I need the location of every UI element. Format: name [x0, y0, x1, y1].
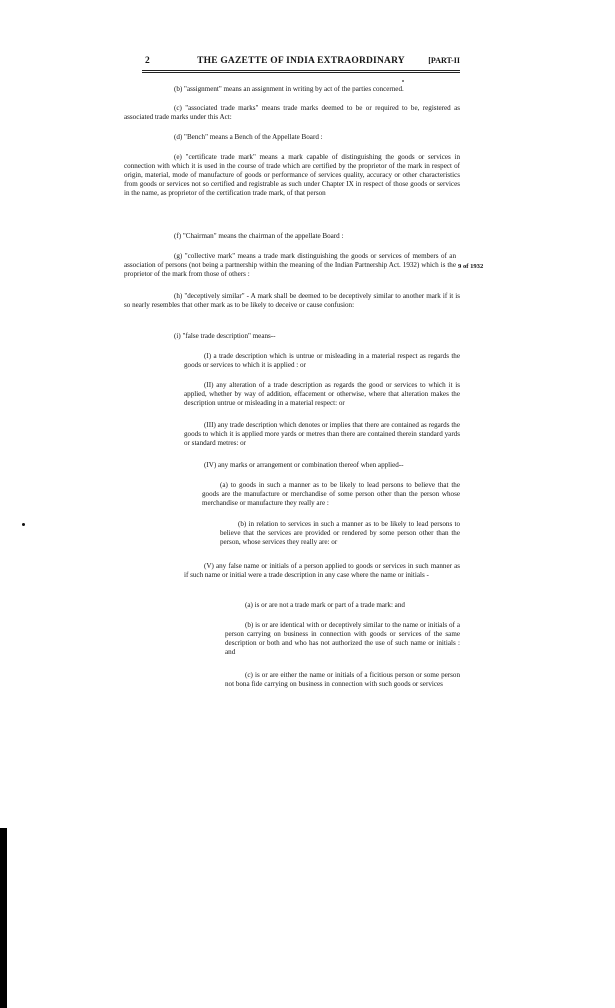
definition-h: (h) "deceptively similar" - A mark shall be deemed to be deceptively similar to another mark if it is so nearly resembles that other mark as to be likely to deceive or cause confusion: — [124, 292, 460, 309]
definition-e: (e) "certificate trade mark" means a mark capable of distinguishing the goods or services in connection with which it is used in the course of trade which are certified by the proprietor of the mark in respect of origin, material, mode of manufacture of goods or performance of services quality, accuracy or other characteristics from goods or services not so certified and registrable as such under Chapter IX in respect of those goods or services in the name, as proprietor of the certification trade mark, of that person — [124, 153, 460, 197]
clause-i-II: (II) any alteration of a trade description as regards the good or services to which it is applied, whether by way of addition, effacement or otherwise, where that alteration makes the description untrue or misleading in a material respect: or — [184, 381, 460, 407]
scan-mark — [402, 80, 404, 82]
clause-i-I: (I) a trade description which is untrue or misleading in a material respect as regards the goods or services to which it is applied : or — [184, 352, 460, 369]
scan-edge-bar — [0, 828, 7, 1008]
part-label: [PART-II — [428, 56, 460, 65]
clause-i-V: (V) any false name or initials of a person applied to goods or services in such manner as if such name or initial were a trade description in any case where the name or initials - — [184, 562, 460, 579]
margin-note: 9 of 1932 — [458, 263, 484, 270]
clause-i-V-b: (b) is or are identical with or deceptively similar to the name or initials of a person carrying on business in connection with goods or services of the same description or both and who has not authorized the use of such name or initials : and — [225, 621, 460, 656]
clause-i-IV-b: (b) in relation to services in such a manner as to be likely to lead persons to believe that the services are provided or rendered by some person other than the person, whose services they really are: or — [220, 520, 460, 546]
clause-i-IV-a: (a) to goods in such a manner as to be likely to lead persons to believe that the goods are the manufacture or merchandise of some person other than the person whose merchandise or manufacture they really are : — [202, 481, 460, 507]
clause-i-V-c: (c) is or are either the name or initials of a ficitious person or some person not bona fide carrying on business in connection with such goods or services — [225, 671, 460, 688]
definition-g: (g) "collective mark" means a trade mark distinguishing the goods or services of members of an association of persons (not being a partnership within the meaning of the Indian Partnership Act. 1932) which is the proprietor of the mark from those of others : — [124, 252, 456, 278]
clause-i-III: (III) any trade description which denotes or implies that there are contained as regards the goods to which it is applied more yards or metres than there are contained therein standard yards or standard metres: or — [184, 421, 460, 447]
definition-b: (b) "assignment" means an assignment in writing by act of the parties concerned. — [174, 85, 404, 93]
definition-c: (c) "associated trade marks" means trade marks deemed to be or required to be, registered as associated trade marks under this Act: — [124, 104, 460, 121]
scan-dot — [22, 523, 25, 526]
clause-i-V-a: (a) is or are not a trade mark or part of a trade mark: and — [245, 601, 405, 609]
header-rule-bottom — [142, 72, 460, 73]
definition-f: (f) "Chairman" means the chairman of the appellate Board : — [174, 232, 344, 240]
header-rule-top — [142, 70, 460, 71]
page-number: 2 — [145, 56, 150, 66]
page-header — [142, 56, 460, 70]
definition-d: (d) "Bench" means a Bench of the Appellate Board : — [174, 133, 323, 141]
definition-i: (i) "false trade description" means-- — [174, 332, 276, 340]
gazette-title: THE GAZETTE OF INDIA EXTRAORDINARY — [197, 56, 405, 66]
clause-i-IV: (IV) any marks or arrangement or combination thereof when applied-- — [204, 461, 404, 469]
